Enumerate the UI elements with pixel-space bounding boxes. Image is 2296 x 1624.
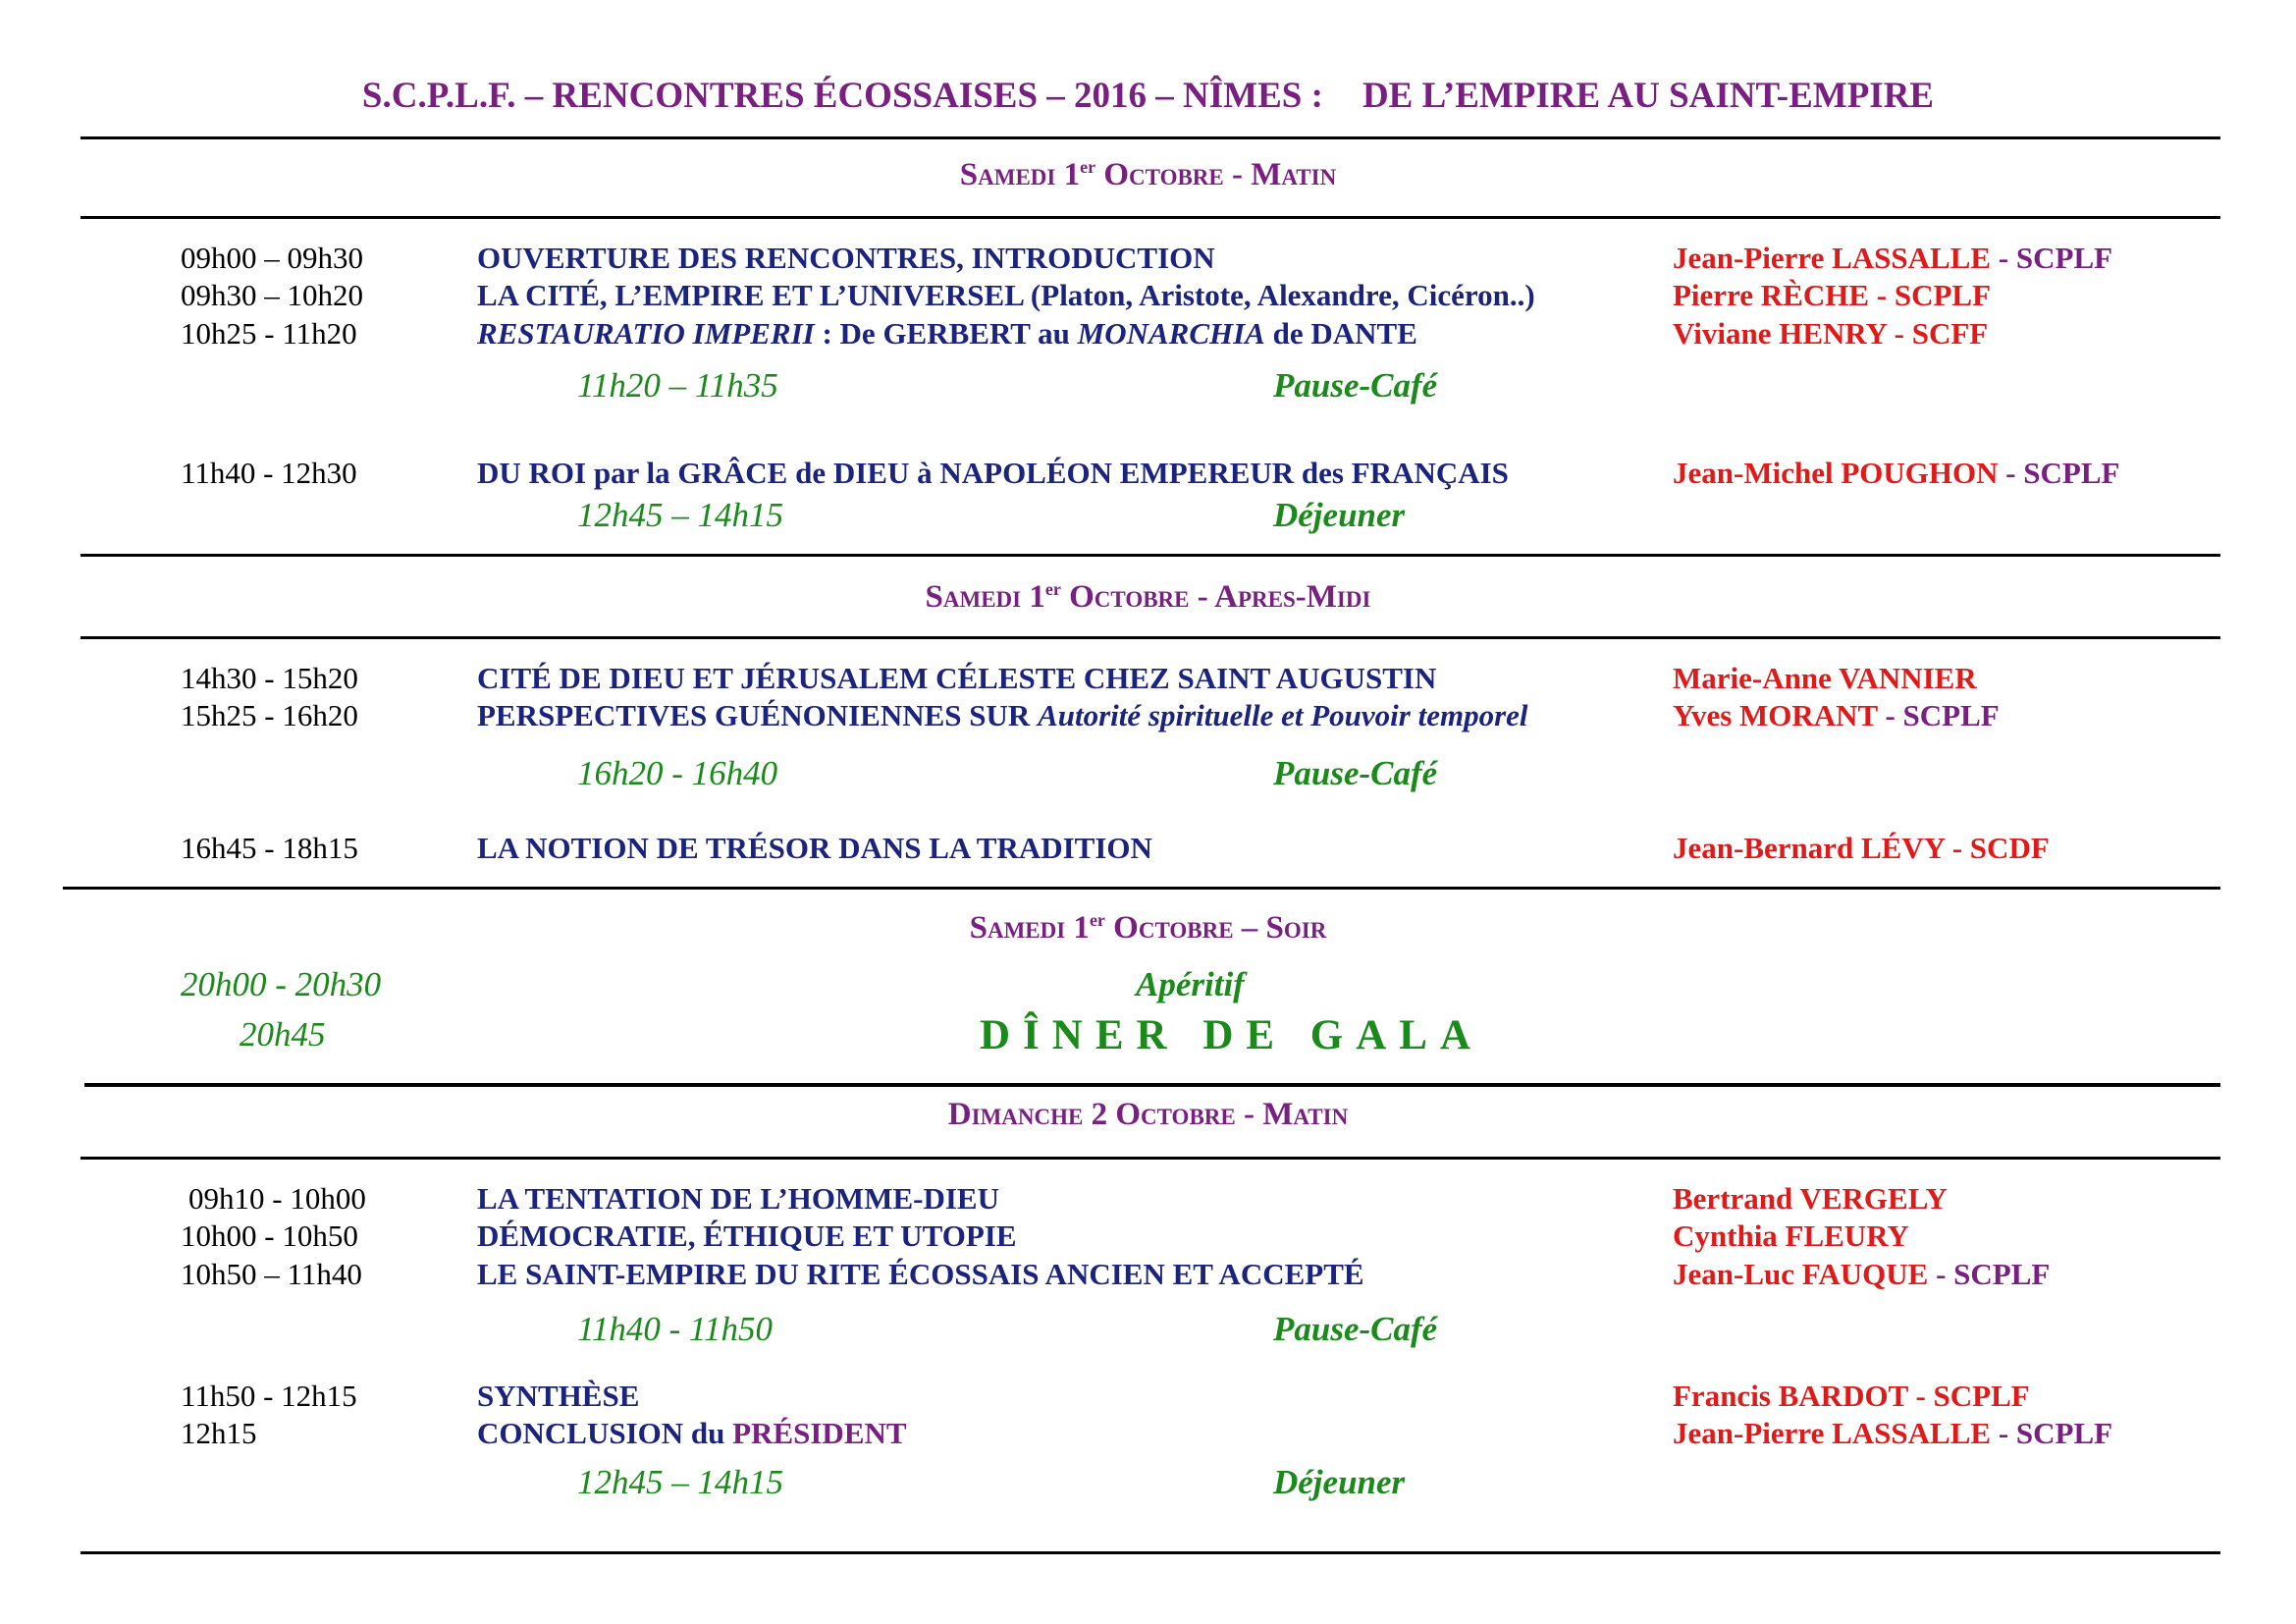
divider (80, 1551, 2220, 1554)
section-heading-saturday-morning: Samedi 1er Octobre - Matin (959, 157, 1337, 192)
talk-speaker: Francis BARDOT - SCPLF (1673, 1379, 2030, 1413)
divider (84, 1083, 2220, 1087)
section-heading-saturday-afternoon: Samedi 1er Octobre - Apres-Midi (925, 579, 1371, 615)
talk-title: OUVERTURE DES RENCONTRES, INTRODUCTION (477, 241, 1215, 275)
talk-time: 11h50 - 12h15 (181, 1379, 357, 1413)
talk-speaker: Jean-Luc FAUQUE - SCPLF (1673, 1257, 2051, 1291)
break-label: Pause-Café (1273, 366, 1438, 405)
talk-title: LA CITÉ, L’EMPIRE ET L’UNIVERSEL (Platon, Aristote, Alexandre, Cicéron..) (477, 278, 1535, 312)
section-heading-sunday-morning: Dimanche 2 Octobre - Matin (947, 1097, 1349, 1132)
talk-time: 09h00 – 09h30 (181, 241, 363, 275)
divider (80, 636, 2220, 639)
divider (63, 887, 2220, 890)
talk-speaker: Viviane HENRY - SCFF (1673, 316, 1989, 351)
talk-title: LA NOTION DE TRÉSOR DANS LA TRADITION (477, 831, 1152, 865)
talk-speaker: Jean-Michel POUGHON - SCPLF (1673, 456, 2120, 490)
page-title (0, 75, 2296, 117)
talk-time: 11h40 - 12h30 (181, 456, 357, 490)
talk-title: DÉMOCRATIE, ÉTHIQUE ET UTOPIE (477, 1218, 1017, 1253)
talk-title: LA TENTATION DE L’HOMME-DIEU (477, 1181, 999, 1216)
title-left: S.C.P.L.F. – RENCONTRES ÉCOSSAISES – 2016 – NÎMES : (361, 76, 1323, 116)
talk-speaker: Yves MORANT - SCPLF (1673, 698, 2000, 732)
talk-speaker: Jean-Pierre LASSALLE - SCPLF (1673, 1416, 2113, 1450)
talk-time: 09h30 – 10h20 (181, 278, 363, 312)
title-right: DE L’EMPIRE AU SAINT-EMPIRE (1362, 76, 1935, 116)
talk-time: 10h50 – 11h40 (181, 1257, 362, 1291)
divider (80, 1157, 2220, 1160)
break-label: Déjeuner (1273, 496, 1406, 534)
talk-speaker: Jean-Pierre LASSALLE - SCPLF (1673, 241, 2113, 275)
talk-speaker: Pierre RÈCHE - SCPLF (1673, 278, 1992, 312)
break-time: 16h20 - 16h40 (577, 754, 778, 792)
break-label: Pause-Café (1273, 1310, 1438, 1348)
divider (80, 554, 2220, 557)
diner-label: DÎNER DE GALA (980, 1012, 1484, 1058)
talk-time: 15h25 - 16h20 (181, 698, 358, 732)
divider (80, 136, 2220, 139)
talk-speaker: Marie-Anne VANNIER (1673, 661, 1977, 695)
aperitif-time: 20h00 - 20h30 (181, 965, 382, 1003)
aperitif-label: Apéritif (1136, 965, 1245, 1003)
talk-time: 12h15 (181, 1416, 257, 1450)
talk-title: LE SAINT-EMPIRE DU RITE ÉCOSSAIS ANCIEN ET ACCEPTÉ (477, 1257, 1364, 1291)
talk-title: RESTAURATIO IMPERII : De GERBERT au MONARCHIA de DANTE (477, 316, 1417, 351)
break-label: Pause-Café (1273, 754, 1438, 792)
divider (80, 216, 2220, 219)
talk-time: 14h30 - 15h20 (181, 661, 358, 695)
talk-time: 10h25 - 11h20 (181, 316, 357, 351)
talk-title: CITÉ DE DIEU ET JÉRUSALEM CÉLESTE CHEZ SAINT AUGUSTIN (477, 661, 1437, 695)
talk-time: 16h45 - 18h15 (181, 831, 358, 865)
talk-title: SYNTHÈSE (477, 1379, 640, 1413)
break-time: 11h20 – 11h35 (577, 366, 778, 405)
talk-title: DU ROI par la GRÂCE de DIEU à NAPOLÉON EMPEREUR des FRANÇAIS (477, 456, 1509, 490)
talk-speaker: Cynthia FLEURY (1673, 1218, 1909, 1253)
talk-time: 10h00 - 10h50 (181, 1218, 358, 1253)
talk-speaker: Bertrand VERGELY (1673, 1181, 1948, 1216)
break-time: 12h45 – 14h15 (577, 1463, 783, 1501)
break-time: 12h45 – 14h15 (577, 496, 783, 534)
break-time: 11h40 - 11h50 (577, 1310, 773, 1348)
talk-title: PERSPECTIVES GUÉNONIENNES SUR Autorité spirituelle et Pouvoir temporel (477, 698, 1528, 732)
break-label: Déjeuner (1273, 1463, 1406, 1501)
section-heading-saturday-evening: Samedi 1er Octobre – Soir (969, 910, 1327, 946)
talk-time: 09h10 - 10h00 (188, 1181, 366, 1216)
diner-time: 20h45 (240, 1015, 326, 1054)
talk-title: CONCLUSION du PRÉSIDENT (477, 1416, 907, 1450)
talk-speaker: Jean-Bernard LÉVY - SCDF (1673, 831, 2050, 865)
